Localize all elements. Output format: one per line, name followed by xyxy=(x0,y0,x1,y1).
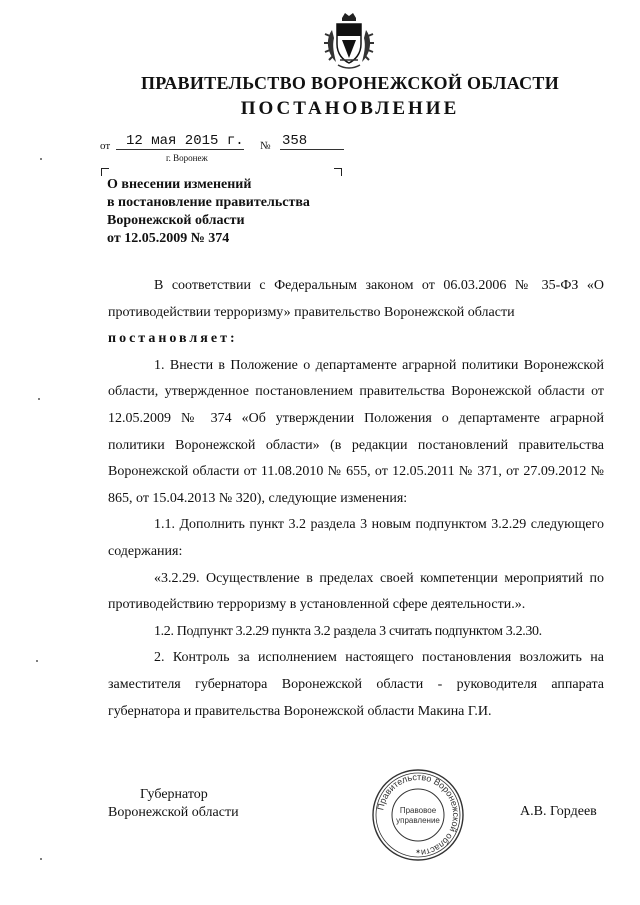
subject-line: О внесении изменений xyxy=(107,177,252,192)
subject-corner-right xyxy=(334,168,342,176)
subject-line: в постановление правительства xyxy=(107,195,310,210)
scan-speck xyxy=(38,398,40,400)
scan-speck xyxy=(40,858,42,860)
paragraph-1-2: 1.2. Подпункт 3.2.29 пункта 3.2 раздела 3 считать подпунктом 3.2.30. xyxy=(154,623,542,639)
document-body xyxy=(108,273,604,725)
signer-title xyxy=(108,786,239,822)
stamp-ring-text: Правительство Воронежской области xyxy=(375,771,462,858)
document-type: ПОСТАНОВЛЕНИЕ xyxy=(240,98,460,119)
resolves-word: постановляет: xyxy=(108,331,238,347)
subject-line: от 12.05.2009 № 374 xyxy=(107,231,230,246)
signer-title-line: Воронежской области xyxy=(108,805,239,820)
quoted-subclause: «3.2.29. Осуществление в пределах своей компетенции мероприятий по противодействию терроризму в установленной сфере деятельности.». xyxy=(108,570,604,613)
city: г. Воронеж xyxy=(166,153,208,163)
coat-of-arms-icon xyxy=(318,10,380,72)
scan-speck xyxy=(40,158,42,160)
official-stamp xyxy=(371,768,465,862)
org-name: ПРАВИТЕЛЬСТВО ВОРОНЕЖСКОЙ ОБЛАСТИ xyxy=(140,73,560,93)
paragraph-2: 2. Контроль за исполнением настоящего постановления возложить на заместителя губернатора Воронежской области - руководителя аппарата губернатора и правительства Воронежской области Макина Г.И. xyxy=(108,650,604,719)
subject-line: Воронежской области xyxy=(107,213,245,228)
stamp-star-icon: ✶ xyxy=(415,848,421,856)
date-prefix: от xyxy=(100,140,111,152)
document-date: 12 мая 2015 г. xyxy=(116,133,244,150)
paragraph-1: 1. Внести в Положение о департаменте аграрной политики Воронежской области, утвержденное постановлением правительства Воронежской области от 12.05.2009 № 374 «Об утверждении Положения о департаменте аграрной политики Воронежской области» (в редакции постановлений правительства Воронежской области от 11.08.2010 № 655, от 12.05.2011 № 371, от 27.09.2012 № 865, от 15.04.2013 № 320), следующие изменения: xyxy=(108,357,604,506)
stamp-center-line: Правовое xyxy=(399,806,437,815)
signer-title-line: Губернатор xyxy=(140,787,208,802)
signer-name: А.В. Гордеев xyxy=(520,804,597,819)
paragraph-1-1: 1.1. Дополнить пункт 3.2 раздела 3 новым подпунктом 3.2.29 следующего содержания: xyxy=(108,517,604,559)
document-number: 358 xyxy=(280,133,344,150)
scan-speck xyxy=(36,660,38,662)
number-prefix: № xyxy=(260,140,271,152)
subject-corner-left xyxy=(101,168,109,176)
preamble: В соответствии с Федеральным законом от 06.03.2006 № 35-ФЗ «О противодействии терроризму» правительство Воронежской области xyxy=(108,278,604,320)
stamp-center-line: управление xyxy=(396,816,440,825)
document-subject xyxy=(107,176,310,248)
